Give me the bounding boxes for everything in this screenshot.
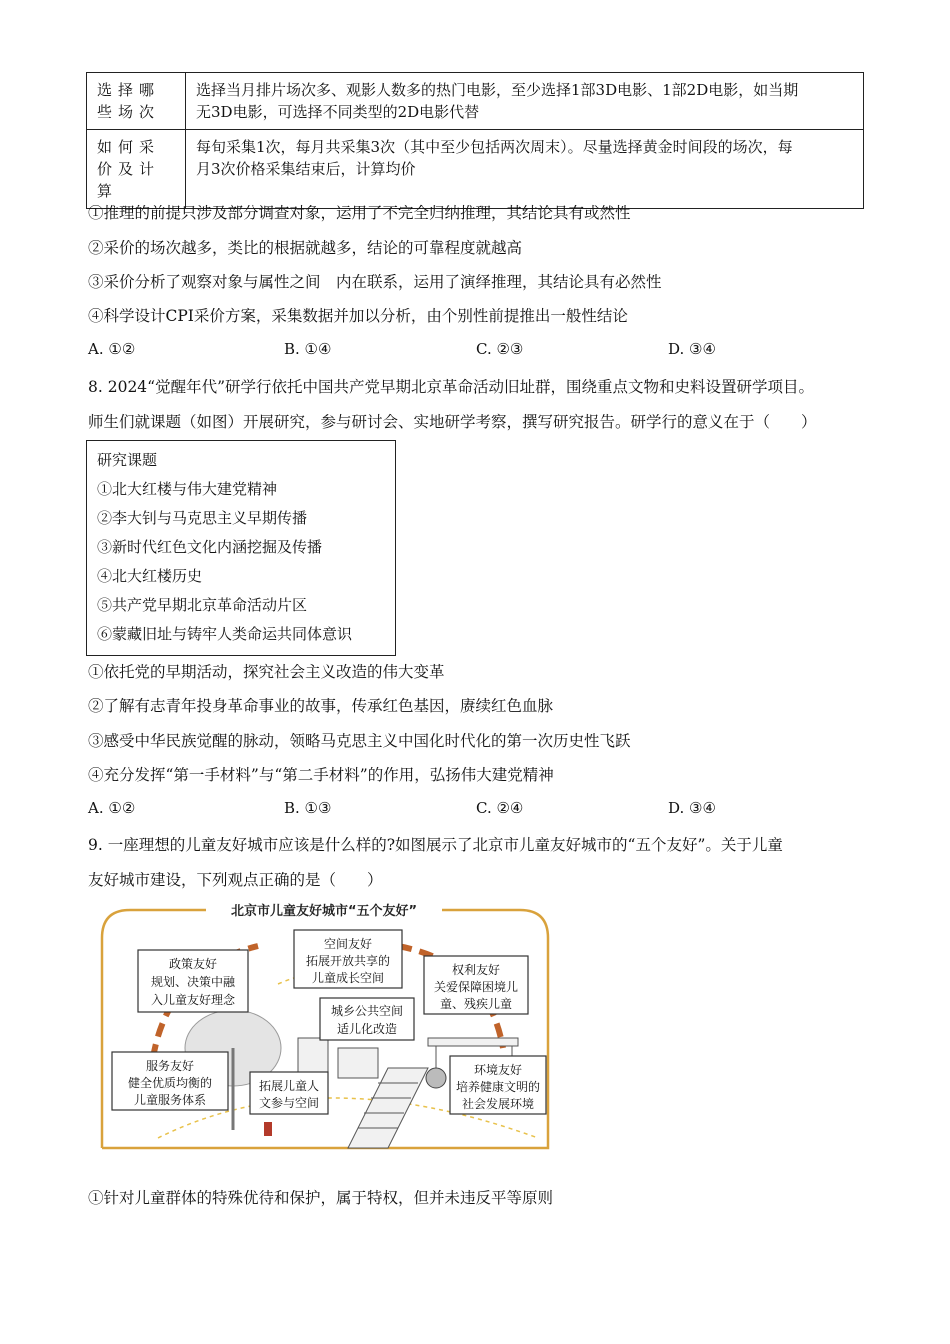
table-key-cell: 选择哪些场次	[87, 73, 186, 130]
space-title: 空间友好	[323, 937, 373, 951]
env-title: 环境友好	[473, 1063, 523, 1077]
option-a[interactable]: A. ①②	[88, 799, 136, 817]
q8-stem-line2: 师生们就课题（如图）开展研究，参与研讨会、实地研学考察，撰写研究报告。研学行的意义在于（ ）	[88, 413, 817, 431]
public-space-line: 适儿化改造	[336, 1022, 398, 1036]
rights-line: 关爱保障困境儿	[433, 980, 519, 994]
q7-statement-2: ②采价的场次越多，类比的根据就越多，结论的可靠程度就越高	[88, 239, 523, 257]
table-row	[87, 130, 864, 209]
cpi-sampling-table	[86, 72, 864, 209]
table-value-cell	[186, 73, 864, 130]
policy-title: 政策友好	[168, 957, 218, 971]
q7-statement-1: ①推理的前提只涉及部分调查对象，运用了不完全归纳推理，其结论具有或然性	[88, 204, 631, 222]
env-line: 培养健康文明的	[455, 1080, 541, 1094]
q8-statement-3: ③感受中华民族觉醒的脉动，领略马克思主义中国化时代化的第一次历史性飞跃	[88, 732, 631, 750]
space-line: 拓展开放共享的	[305, 954, 391, 968]
service-line: 儿童服务体系	[133, 1093, 207, 1107]
table-value-line: 每旬采集1次，每月共采集3次（其中至少包括两次周末）。尽量选择黄金时间段的场次，每	[196, 138, 793, 156]
option-d[interactable]: D. ③④	[668, 340, 716, 358]
child-friendly-city-figure	[98, 898, 552, 1150]
env-line: 社会发展环境	[461, 1097, 535, 1111]
q9-stem-line1: 9. 一座理想的儿童友好城市应该是什么样的?如图展示了北京市儿童友好城市的“五个友好”。关于儿童	[88, 836, 783, 854]
research-topic-item: ①北大红楼与伟大建党精神	[97, 480, 278, 498]
table-value-line: 无3D电影，可选择不同类型的2D电影代替	[196, 103, 480, 121]
q8-statement-1: ①依托党的早期活动，探究社会主义改造的伟大变革	[88, 663, 445, 681]
service-line: 健全优质均衡的	[127, 1076, 213, 1090]
policy-line: 规划、决策中融	[150, 975, 236, 989]
rights-title: 权利友好	[451, 963, 501, 977]
q9-statement-1: ①针对儿童群体的特殊优待和保护，属于特权，但并未违反平等原则	[88, 1189, 554, 1207]
table-key-cell: 如何采价及计算	[87, 130, 186, 209]
research-topic-item: ⑤共产党早期北京革命活动片区	[97, 596, 308, 614]
research-topics-title: 研究课题	[97, 451, 158, 469]
option-a[interactable]: A. ①②	[88, 340, 136, 358]
q9-stem-line2: 友好城市建设，下列观点正确的是（ ）	[88, 871, 383, 889]
public-space-line: 城乡公共空间	[330, 1004, 404, 1018]
option-c[interactable]: C. ②④	[476, 799, 524, 817]
research-topic-item: ④北大红楼历史	[97, 567, 203, 585]
research-topic-item: ③新时代红色文化内涵挖掘及传播	[97, 538, 323, 556]
rights-line: 童、残疾儿童	[439, 997, 513, 1011]
option-c[interactable]: C. ②③	[476, 340, 524, 358]
q7-statement-3: ③采价分析了观察对象与属性之间 内在联系，运用了演绎推理，其结论具有必然性	[88, 273, 662, 291]
q7-statement-4: ④科学设计CPI采价方案，采集数据并加以分析，由个别性前提推出一般性结论	[88, 307, 628, 325]
option-b[interactable]: B. ①③	[284, 799, 332, 817]
option-b[interactable]: B. ①④	[284, 340, 332, 358]
culture-line: 文参与空间	[258, 1096, 320, 1110]
q8-statement-4: ④充分发挥“第一手材料”与“第二手材料”的作用，弘扬伟大建党精神	[88, 766, 554, 784]
research-topic-item: ②李大钊与马克思主义早期传播	[97, 509, 308, 527]
table-value-line: 选择当月排片场次多、观影人数多的热门电影，至少选择1部3D电影、1部2D电影，如当期	[196, 81, 799, 99]
service-title: 服务友好	[145, 1059, 195, 1073]
table-value-cell	[186, 130, 864, 209]
table-value-line: 月3次价格采集结束后，计算均价	[196, 160, 416, 178]
figure-title: 北京市儿童友好城市“五个友好”	[230, 904, 418, 919]
option-d[interactable]: D. ③④	[668, 799, 716, 817]
research-topic-item: ⑥蒙藏旧址与铸牢人类命运共同体意识	[97, 625, 353, 643]
q8-stem-line1: 8. 2024“觉醒年代”研学行依托中国共产党早期北京革命活动旧址群，围绕重点文物和史料设置研学项目。	[88, 378, 815, 396]
policy-line: 入儿童友好理念	[150, 993, 236, 1007]
q8-statement-2: ②了解有志青年投身革命事业的故事，传承红色基因，赓续红色血脉	[88, 697, 554, 715]
table-row	[87, 73, 864, 130]
culture-line: 拓展儿童人	[258, 1079, 320, 1093]
figure-illustration	[98, 898, 552, 1150]
space-line: 儿童成长空间	[311, 971, 385, 985]
research-topics-box	[86, 440, 396, 656]
